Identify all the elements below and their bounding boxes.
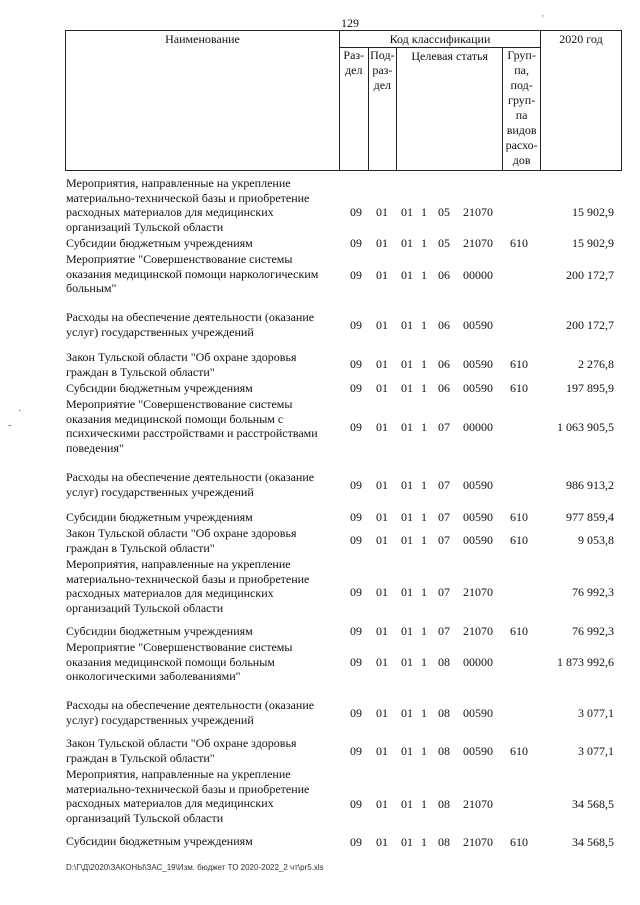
row-name: Мероприятие "Совершенствование системы оказания медицинской помощи наркологическим больным" [66,252,319,295]
cell-vid: 610 [510,510,528,524]
cell-razdel: 09 [350,797,362,811]
cell-sum: 76 992,3 [572,585,614,599]
cell-program: 01 [401,318,413,332]
cell-subprogram: 1 [421,478,427,492]
cell-sum: 2 276,8 [578,357,614,371]
cell-sum: 3 077,1 [578,706,614,720]
cell-podrazdel: 01 [376,533,388,547]
cell-program: 01 [401,835,413,849]
cell-subprogram: 1 [421,706,427,720]
cell-direction: 00590 [463,357,493,371]
cell-program: 01 [401,797,413,811]
cell-subprogram: 1 [421,624,427,638]
cell-direction: 00590 [463,533,493,547]
cell-direction: 00000 [463,655,493,669]
cell-podrazdel: 01 [376,381,388,395]
cell-podrazdel: 01 [376,268,388,282]
cell-direction: 00000 [463,268,493,282]
cell-sum: 3 077,1 [578,744,614,758]
cell-direction: 21070 [463,624,493,638]
cell-subprogram: 1 [421,510,427,524]
cell-subprogram: 1 [421,205,427,219]
cell-razdel: 09 [350,585,362,599]
cell-program: 01 [401,624,413,638]
header-cel: Целевая статья [397,48,503,171]
row-name: Субсидии бюджетным учреждениям [66,834,253,848]
cell-razdel: 09 [350,655,362,669]
cell-direction: 00590 [463,478,493,492]
cell-event: 05 [438,205,450,219]
cell-sum: 15 902,9 [572,205,614,219]
cell-subprogram: 1 [421,533,427,547]
cell-razdel: 09 [350,624,362,638]
cell-subprogram: 1 [421,585,427,599]
cell-event: 08 [438,706,450,720]
page-number: 129 [341,16,359,30]
cell-event: 06 [438,318,450,332]
cell-event: 06 [438,357,450,371]
cell-razdel: 09 [350,478,362,492]
cell-razdel: 09 [350,205,362,219]
cell-event: 06 [438,381,450,395]
cell-podrazdel: 01 [376,478,388,492]
cell-podrazdel: 01 [376,205,388,219]
cell-event: 08 [438,797,450,811]
cell-event: 07 [438,624,450,638]
cell-sum: 200 172,7 [566,268,614,282]
file-path-footer: D:\Г\Д\2020\ЗАКОНЫ\ЗАС_19\Изм. бюджет ТО 2020-2022_2 чт\pr5.xls [66,863,324,872]
row-name: Расходы на обеспечение деятельности (оказание услуг) государственных учреждений [66,310,315,339]
cell-podrazdel: 01 [376,357,388,371]
cell-program: 01 [401,357,413,371]
cell-razdel: 09 [350,318,362,332]
cell-subprogram: 1 [421,318,427,332]
cell-vid: 610 [510,744,528,758]
cell-subprogram: 1 [421,655,427,669]
scan-mark: ' [542,14,544,25]
cell-direction: 00590 [463,706,493,720]
cell-podrazdel: 01 [376,585,388,599]
cell-subprogram: 1 [421,381,427,395]
cell-sum: 9 053,8 [578,533,614,547]
cell-direction: 21070 [463,835,493,849]
scan-mark: ‑ [8,420,12,431]
row-name: Субсидии бюджетным учреждениям [66,236,253,250]
row-name: Мероприятия, направленные на укрепление материально-технической базы и приобретение расходных материалов для медицинских организаций Тульской области [66,767,310,825]
cell-vid: 610 [510,381,528,395]
header-kod: Код классификации [340,31,541,48]
row-name: Расходы на обеспечение деятельности (оказание услуг) государственных учреждений [66,470,315,499]
cell-sum: 76 992,3 [572,624,614,638]
row-name: Субсидии бюджетным учреждениям [66,381,253,395]
cell-sum: 34 568,5 [572,797,614,811]
cell-razdel: 09 [350,744,362,758]
cell-program: 01 [401,420,413,434]
cell-program: 01 [401,205,413,219]
cell-program: 01 [401,655,413,669]
cell-program: 01 [401,706,413,720]
cell-razdel: 09 [350,268,362,282]
cell-razdel: 09 [350,420,362,434]
cell-subprogram: 1 [421,797,427,811]
row-name: Мероприятие "Совершенствование системы оказания медицинской помощи больным с психическими расстройствами и расстройствами поведения" [66,397,318,455]
cell-sum: 34 568,5 [572,835,614,849]
header-razdel: Раз- дел [340,48,369,171]
cell-event: 07 [438,478,450,492]
cell-direction: 00590 [463,510,493,524]
table-header [65,30,622,171]
cell-sum: 197 895,9 [566,381,614,395]
cell-direction: 00590 [463,381,493,395]
cell-razdel: 09 [350,357,362,371]
cell-event: 05 [438,236,450,250]
cell-sum: 977 859,4 [566,510,614,524]
cell-podrazdel: 01 [376,706,388,720]
cell-razdel: 09 [350,236,362,250]
cell-program: 01 [401,533,413,547]
cell-vid: 610 [510,835,528,849]
cell-podrazdel: 01 [376,624,388,638]
row-name: Мероприятия, направленные на укрепление материально-технической базы и приобретение расходных материалов для медицинских организаций Тульской области [66,557,310,615]
cell-event: 08 [438,744,450,758]
cell-event: 07 [438,533,450,547]
cell-direction: 00590 [463,744,493,758]
row-name: Мероприятия, направленные на укрепление материально-технической базы и приобретение расходных материалов для медицинских организаций Тульской области [66,176,310,234]
cell-program: 01 [401,510,413,524]
scan-mark: · [18,406,22,417]
cell-vid: 610 [510,236,528,250]
cell-program: 01 [401,381,413,395]
cell-sum: 200 172,7 [566,318,614,332]
cell-subprogram: 1 [421,420,427,434]
cell-program: 01 [401,268,413,282]
cell-razdel: 09 [350,533,362,547]
cell-subprogram: 1 [421,835,427,849]
cell-program: 01 [401,478,413,492]
cell-event: 07 [438,510,450,524]
row-name: Субсидии бюджетным учреждениям [66,624,253,638]
cell-subprogram: 1 [421,268,427,282]
cell-event: 08 [438,655,450,669]
header-podrazdel: Под- раз- дел [368,48,397,171]
cell-podrazdel: 01 [376,655,388,669]
cell-event: 08 [438,835,450,849]
cell-podrazdel: 01 [376,510,388,524]
cell-sum: 1 063 905,5 [557,420,614,434]
cell-direction: 21070 [463,236,493,250]
cell-subprogram: 1 [421,357,427,371]
cell-program: 01 [401,585,413,599]
cell-sum: 15 902,9 [572,236,614,250]
cell-podrazdel: 01 [376,236,388,250]
cell-podrazdel: 01 [376,835,388,849]
header-name: Наименование [66,31,340,171]
cell-vid: 610 [510,624,528,638]
cell-program: 01 [401,236,413,250]
cell-event: 07 [438,585,450,599]
row-name: Мероприятие "Совершенствование системы оказания медицинской помощи больным онкологическими заболеваниями" [66,640,293,683]
cell-podrazdel: 01 [376,318,388,332]
cell-event: 07 [438,420,450,434]
cell-program: 01 [401,744,413,758]
header-grupa: Груп- па, под- груп- па видов расхо- дов [503,48,541,171]
row-name: Закон Тульской области "Об охране здоровья граждан в Тульской области" [66,526,297,555]
row-name: Субсидии бюджетным учреждениям [66,510,253,524]
cell-podrazdel: 01 [376,420,388,434]
cell-direction: 21070 [463,205,493,219]
cell-event: 06 [438,268,450,282]
cell-subprogram: 1 [421,236,427,250]
cell-subprogram: 1 [421,744,427,758]
cell-razdel: 09 [350,510,362,524]
cell-razdel: 09 [350,706,362,720]
row-name: Расходы на обеспечение деятельности (оказание услуг) государственных учреждений [66,698,315,727]
row-name: Закон Тульской области "Об охране здоровья граждан в Тульской области" [66,350,297,379]
cell-podrazdel: 01 [376,744,388,758]
cell-direction: 21070 [463,797,493,811]
header-year: 2020 год [541,31,622,171]
cell-vid: 610 [510,357,528,371]
cell-podrazdel: 01 [376,797,388,811]
cell-razdel: 09 [350,835,362,849]
cell-direction: 00590 [463,318,493,332]
cell-direction: 21070 [463,585,493,599]
cell-sum: 986 913,2 [566,478,614,492]
cell-razdel: 09 [350,381,362,395]
cell-vid: 610 [510,533,528,547]
cell-sum: 1 873 992,6 [557,655,614,669]
row-name: Закон Тульской области "Об охране здоровья граждан в Тульской области" [66,736,297,765]
cell-direction: 00000 [463,420,493,434]
